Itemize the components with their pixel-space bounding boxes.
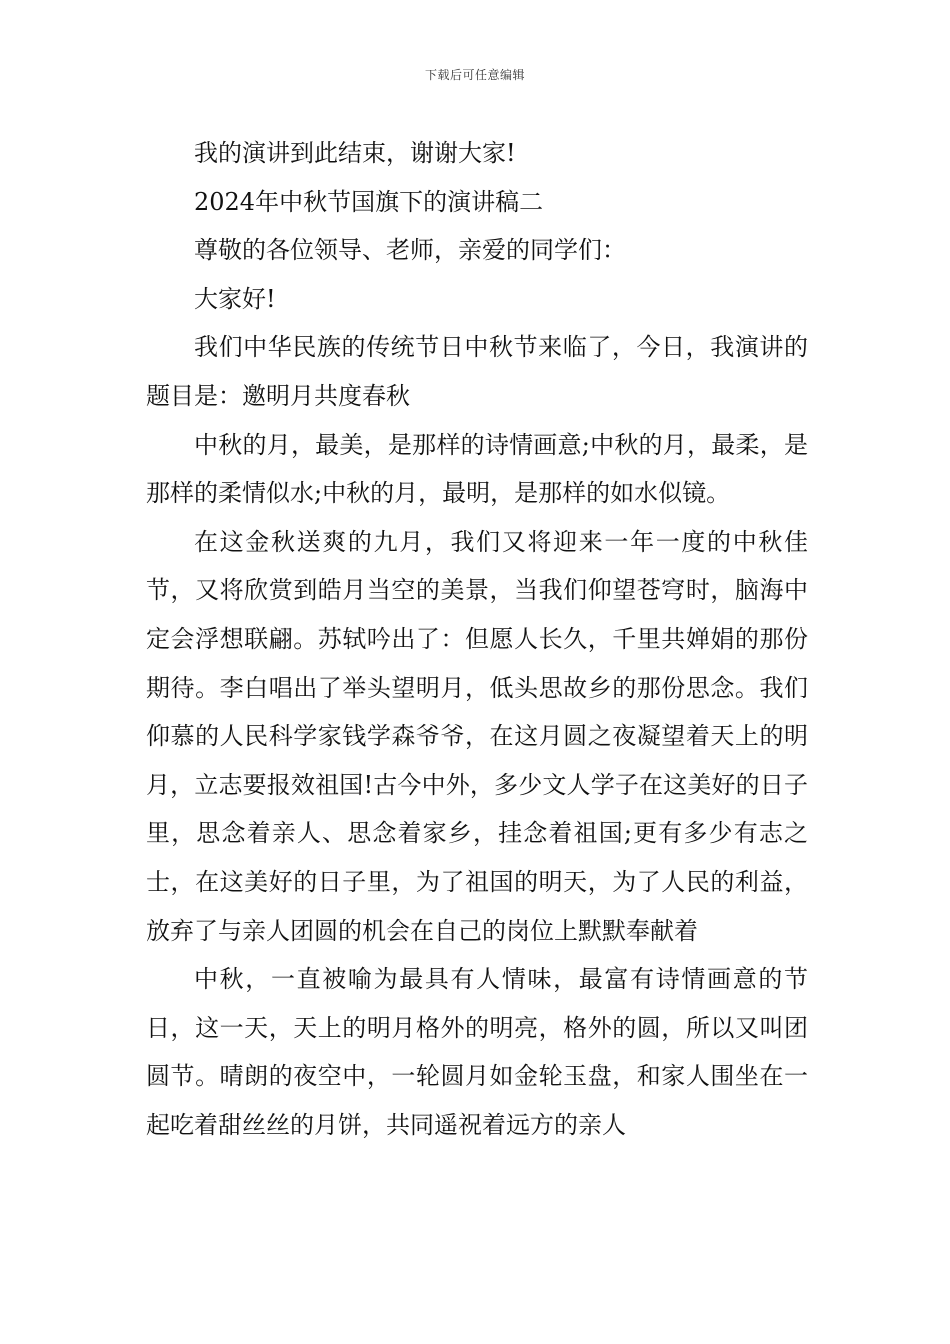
body-paragraph: 在这金秋送爽的九月，我们又将迎来一年一度的中秋佳节，又将欣赏到皓月当空的美景，当我们仰望苍穹时，脑海中定会浮想联翩。苏轼吟出了：但愿人长久，千里共婵娟的那份期待。李白唱出了举头望明月，低头思故乡的那份思念。我们仰慕的人民科学家钱学森爷爷，在这月圆之夜凝望着天上的明月，立志要报效祖国!古今中外，多少文人学子在这美好的日子里，思念着亲人、思念着家乡，挂念着祖国;更有多少有志之士，在这美好的日子里，为了祖国的明天，为了人民的利益，放弃了与亲人团圆的机会在自己的岗位上默默奉献着 bbox=[146, 527, 808, 945]
body-paragraph: 中秋的月，最美，是那样的诗情画意;中秋的月，最柔，是那样的柔情似水;中秋的月，最明，是那样的如水似镜。 bbox=[146, 430, 808, 508]
document-body bbox=[146, 129, 808, 1149]
body-paragraph: 我们中华民族的传统节日中秋节来临了，今日，我演讲的题目是：邀明月共度春秋 bbox=[146, 333, 808, 410]
page-header: 下载后可任意编辑 bbox=[424, 68, 525, 82]
body-paragraph: 中秋，一直被喻为最具有人情味，最富有诗情画意的节日，这一天，天上的明月格外的明亮，格外的圆，所以又叫团圆节。晴朗的夜空中，一轮圆月如金轮玉盘，和家人围坐在一起吃着甜丝丝的月饼，共同遥祝着远方的亲人 bbox=[146, 965, 808, 1139]
speech-title: 2024年中秋节国旗下的演讲稿二 bbox=[194, 187, 544, 216]
closing-line: 我的演讲到此结束，谢谢大家! bbox=[194, 139, 516, 167]
greeting: 大家好! bbox=[194, 284, 276, 313]
salutation: 尊敬的各位领导、老师，亲爱的同学们： bbox=[194, 236, 626, 265]
